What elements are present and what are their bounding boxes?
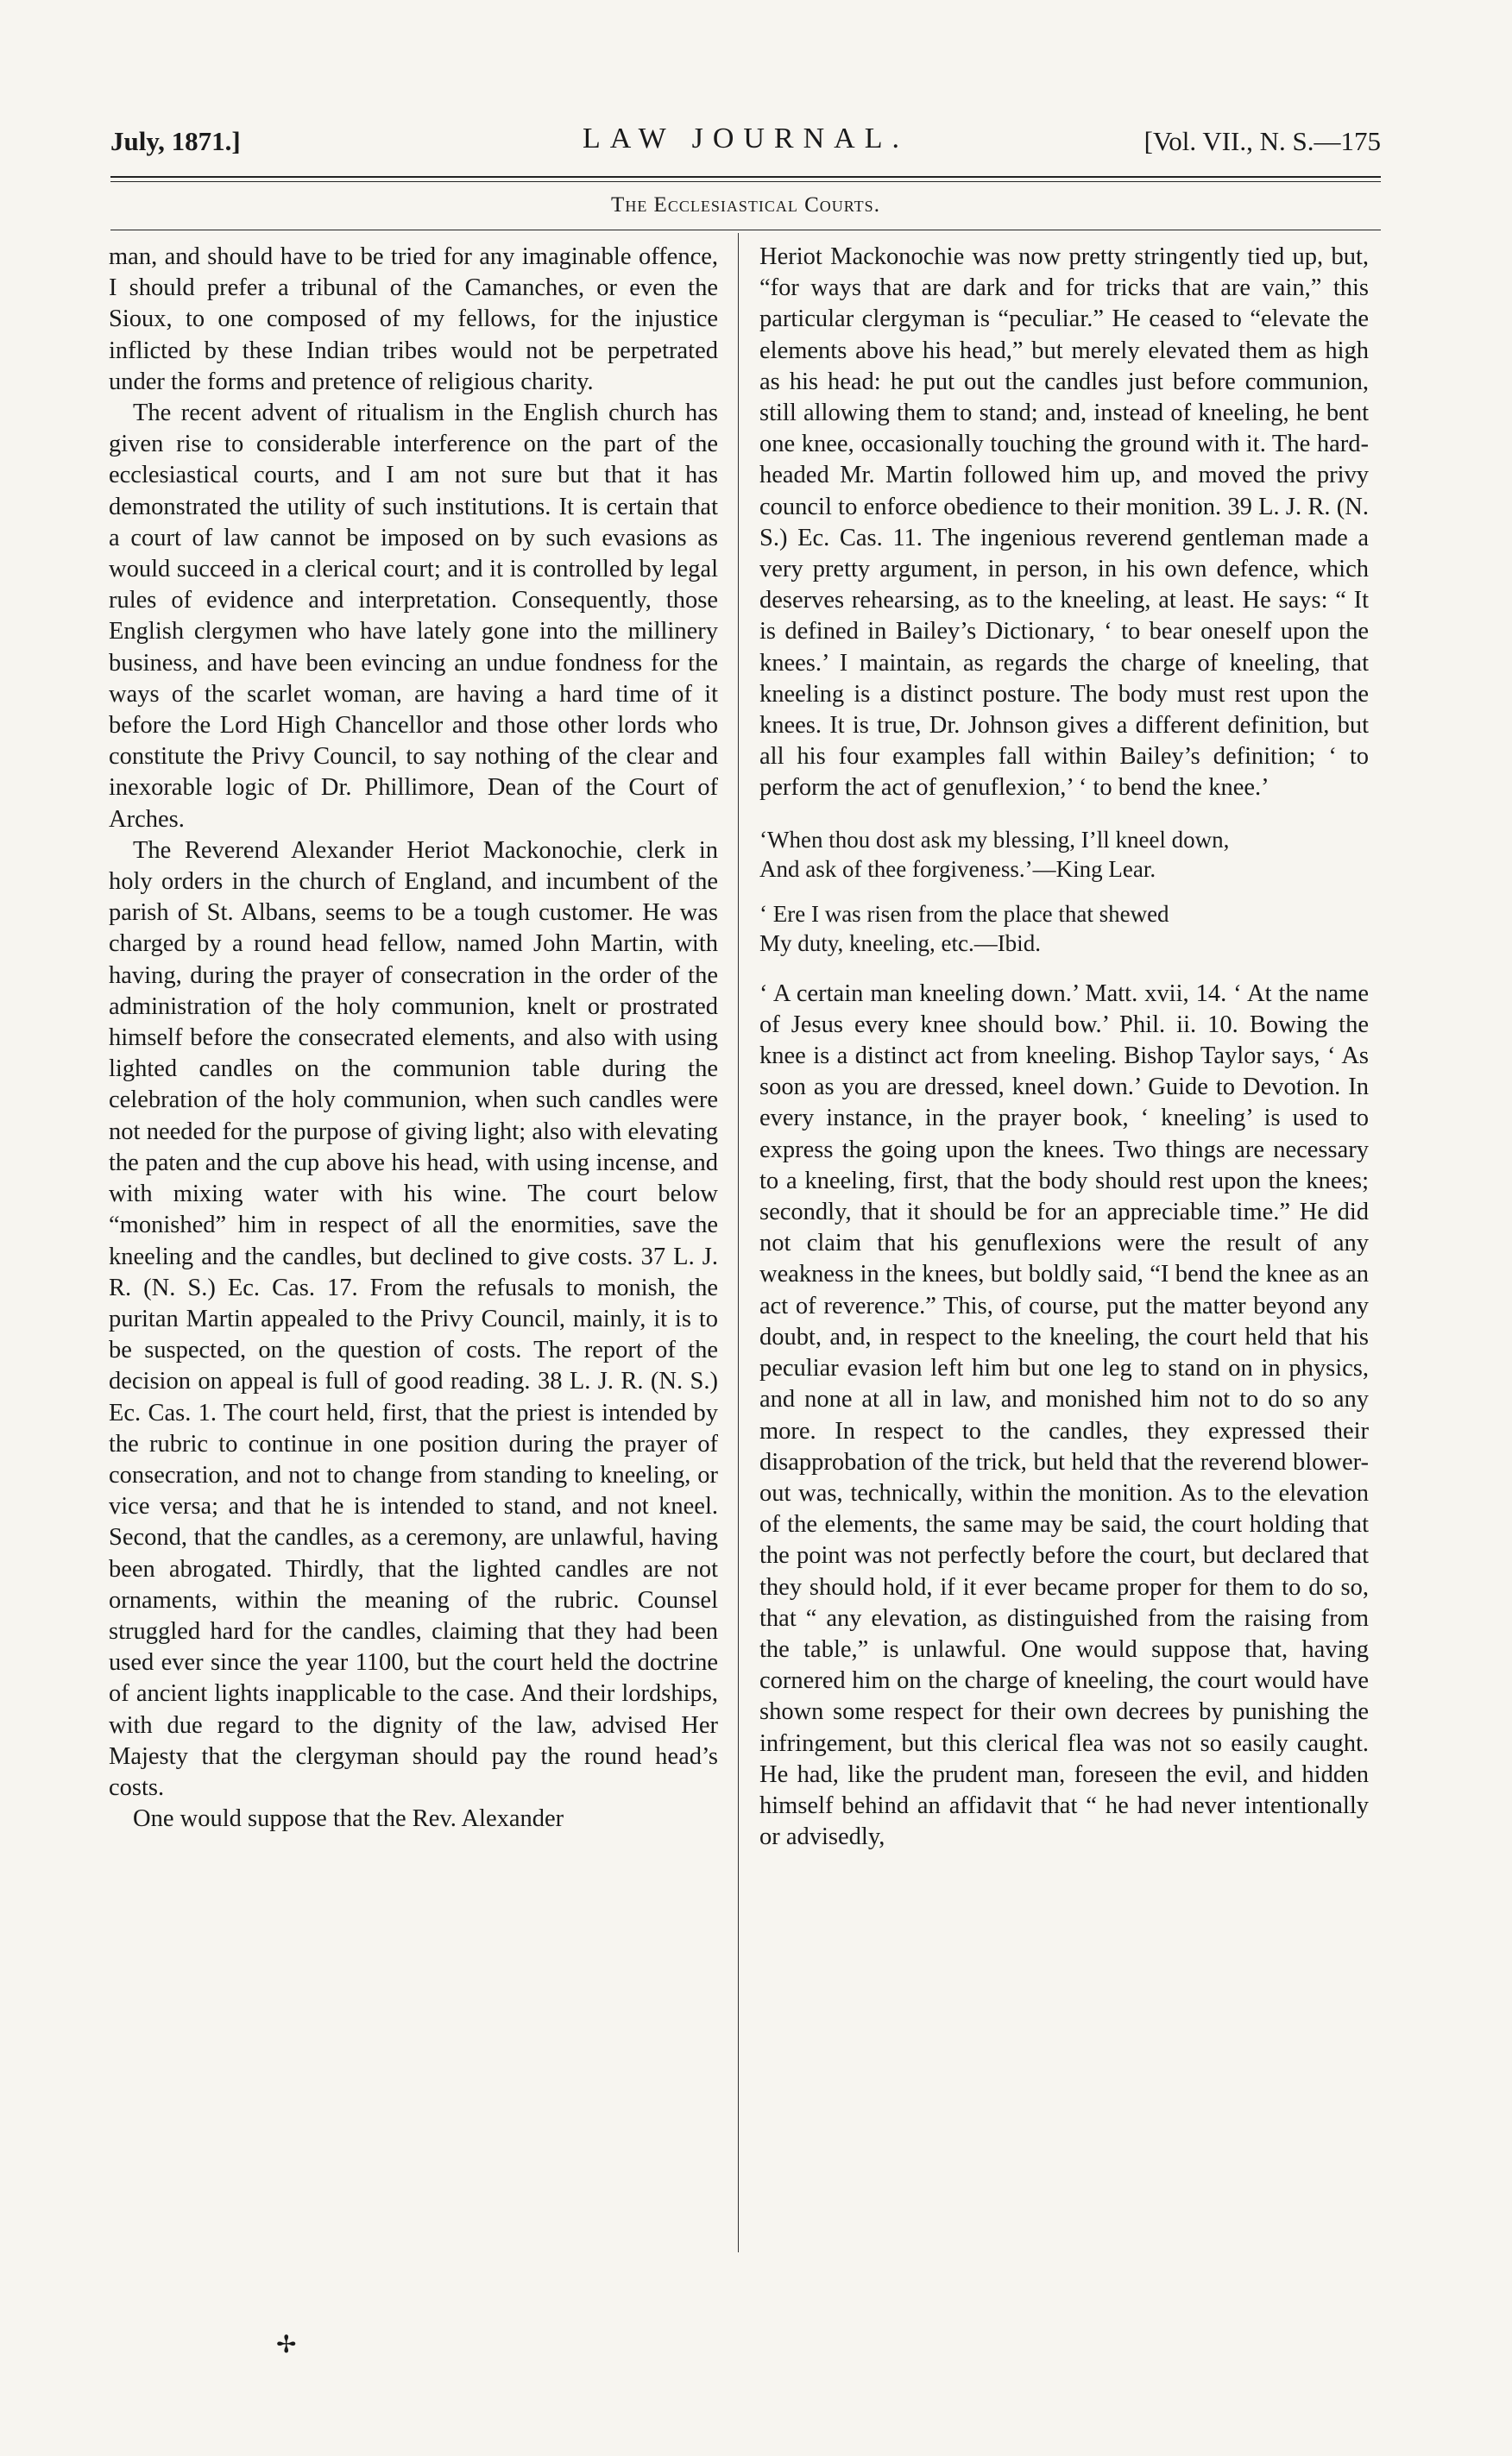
verse-line: My duty, kneeling, etc.—Ibid. (759, 929, 1041, 956)
right-column (759, 242, 1369, 1853)
section-title: The Ecclesiastical Courts. (611, 193, 880, 217)
paragraph: man, and should have to be tried for any imaginable offence, I should prefer a tribunal of the Camanches, or even the Sioux, to one composed of my fellows, for the injustice inflicted by these Indian tribes would not be perpetrated under the forms and pretence of religious charity. (109, 243, 718, 395)
paragraph: ‘ A certain man kneeling down.’ Matt. xvii, 14. ‘ At the name of Jesus every knee should bow.’ Phil. ii. 10. Bowing the knee is a distinct act from kneeling. Bishop Taylor says, ‘ As soon as you are dressed, kneel down.’ Guide to Devotion. In every instance, in the prayer book, ‘ kneeling’ is used to express the going upon the knees. Two things are necessary to a kneeling, first, that the body should rest upon the knees; secondly, that it should be for an appreciable time.” He did not claim that his genuflexions were the result of any weakness in the knees, but boldly said, “I bend the knee as an act of reverence.” This, of course, put the matter beyond any doubt, and, in respect to the kneeling, the court held that his peculiar evasion left him but one leg to stand on in physics, and none at all in law, and monished him not to do so any more. In respect to the candles, they expressed their disapprobation of the trick, but held that the reverend blower-out was, technically, within the monition. As to the elevation of the elements, the same may be said, the court holding that the point was not perfectly before the court, but declared that they should hold, if it ever became proper for them to do so, that “ any elevation, as distinguished from the raising from the table,” is unlawful. One would suppose that, having cornered him on the charge of kneeling, the court would have shown some respect for their own decrees by punishing the infringement, but this clerical flea was not so easily caught. He had, like the prudent man, foreseen the evil, and hidden himself behind an affidavit that “ he had never intentionally or advisedly, (759, 979, 1369, 1851)
printer-mark: ✢ (276, 2332, 297, 2358)
paragraph: One would suppose that the Rev. Alexander (133, 1805, 564, 1833)
verse-quote (759, 899, 1369, 958)
verse-line: ‘When thou dost ask my blessing, I’ll kneel down, (759, 826, 1230, 853)
running-header (110, 119, 1381, 162)
verse-line: And ask of thee forgiveness.’—King Lear. (759, 855, 1156, 882)
volume-page: [Vol. VII., N. S.—175 (1143, 126, 1381, 156)
left-column (109, 242, 718, 1835)
journal-title: LAW JOURNAL. (583, 123, 909, 154)
paragraph: The recent advent of ritualism in the English church has given rise to considerable interference on the part of the ecclesiastical courts, and I am not sure but that it has demonstrated the utility of such institutions. It is certain that a court of law cannot be imposed on by such evasions as would succeed in a clerical court; and it is controlled by legal rules of evidence and interpretation. Consequently, those English clergymen who have lately gone into the millinery business, and have been evincing an undue fondness for the ways of the scarlet woman, are having a hard time of it before the Lord High Chancellor and those other lords who constitute the Privy Council, to say nothing of the clear and inexorable logic of Dr. Phillimore, Dean of the Court of Arches. (109, 400, 718, 833)
paragraph: Heriot Mackonochie was now pretty stringently tied up, but, “for ways that are dark and for tricks that are vain,” this particular clergyman is “peculiar.” He ceased to “elevate the elements above his head,” but merely elevated them as high as his head: he put out the candles just before communion, still allowing them to stand; and, instead of kneeling, he bent one knee, occasionally touching the ground with it. The hard-headed Mr. Martin followed him up, and moved the privy council to enforce obedience to their monition. 39 L. J. R. (N. S.) Ec. Cas. 11. The ingenious reverend gentleman made a very pretty argument, in person, in his own defence, which deserves rehearsing, as to the kneeling, at least. He says: “ It is defined in Bailey’s Dictionary, ‘ to bear oneself upon the knees.’ I maintain, as regards the charge of kneeling, that kneeling is a distinct posture. The body must rest upon the knees. It is true, Dr. Johnson gives a different definition, but all his four examples fall within Bailey’s definition; ‘ to perform the act of genuflexion,’ ‘ to bend the knee.’ (759, 243, 1369, 802)
verse-quote (759, 825, 1369, 884)
header-rule-thin (110, 181, 1381, 182)
paragraph: The Reverend Alexander Heriot Mackonochie, clerk in holy orders in the church of England, and incumbent of the parish of St. Albans, seems to be a tough customer. He was charged by a round head fellow, named John Martin, with having, during the prayer of consecration in the order of the administration of the holy communion, knelt or prostrated himself before the consecrated elements, and also with using lighted candles on the communion table during the celebration of the holy communion, when such candles were not needed for the purpose of giving light; also with elevating the paten and the cup above his head, with using incense, and with mixing water with his wine. The court below “monished” him in respect of all the enormities, save the kneeling and the candles, but declined to give costs. 37 L. J. R. (N. S.) Ec. Cas. 17. From the refusals to monish, the puritan Martin appealed to the Privy Council, mainly, it is to be suspected, on the question of costs. The report of the decision on appeal is full of good reading. 38 L. J. R. (N. S.) Ec. Cas. 1. The court held, first, that the priest is intended by the rubric to continue in one position during the prayer of consecration, and not to change from standing to kneeling, or vice versa; and that he is intended to stand, and not kneel. Second, that the candles, as a ceremony, are unlawful, having been abrogated. Thirdly, that the lighted candles are not ornaments, within the meaning of the rubric. Counsel struggled hard for the candles, claiming that they had been used ever since the year 1100, but the court held the doctrine of ancient lights inapplicable to the case. And their lordships, with due regard to the dignity of the law, advised Her Majesty that the clergyman should pay the round head’s costs. (109, 836, 718, 1801)
issue-date: July, 1871.] (110, 126, 241, 156)
column-divider (738, 233, 739, 2252)
header-rule-thick (110, 176, 1381, 178)
verse-line: ‘ Ere I was risen from the place that shewed (759, 900, 1169, 927)
